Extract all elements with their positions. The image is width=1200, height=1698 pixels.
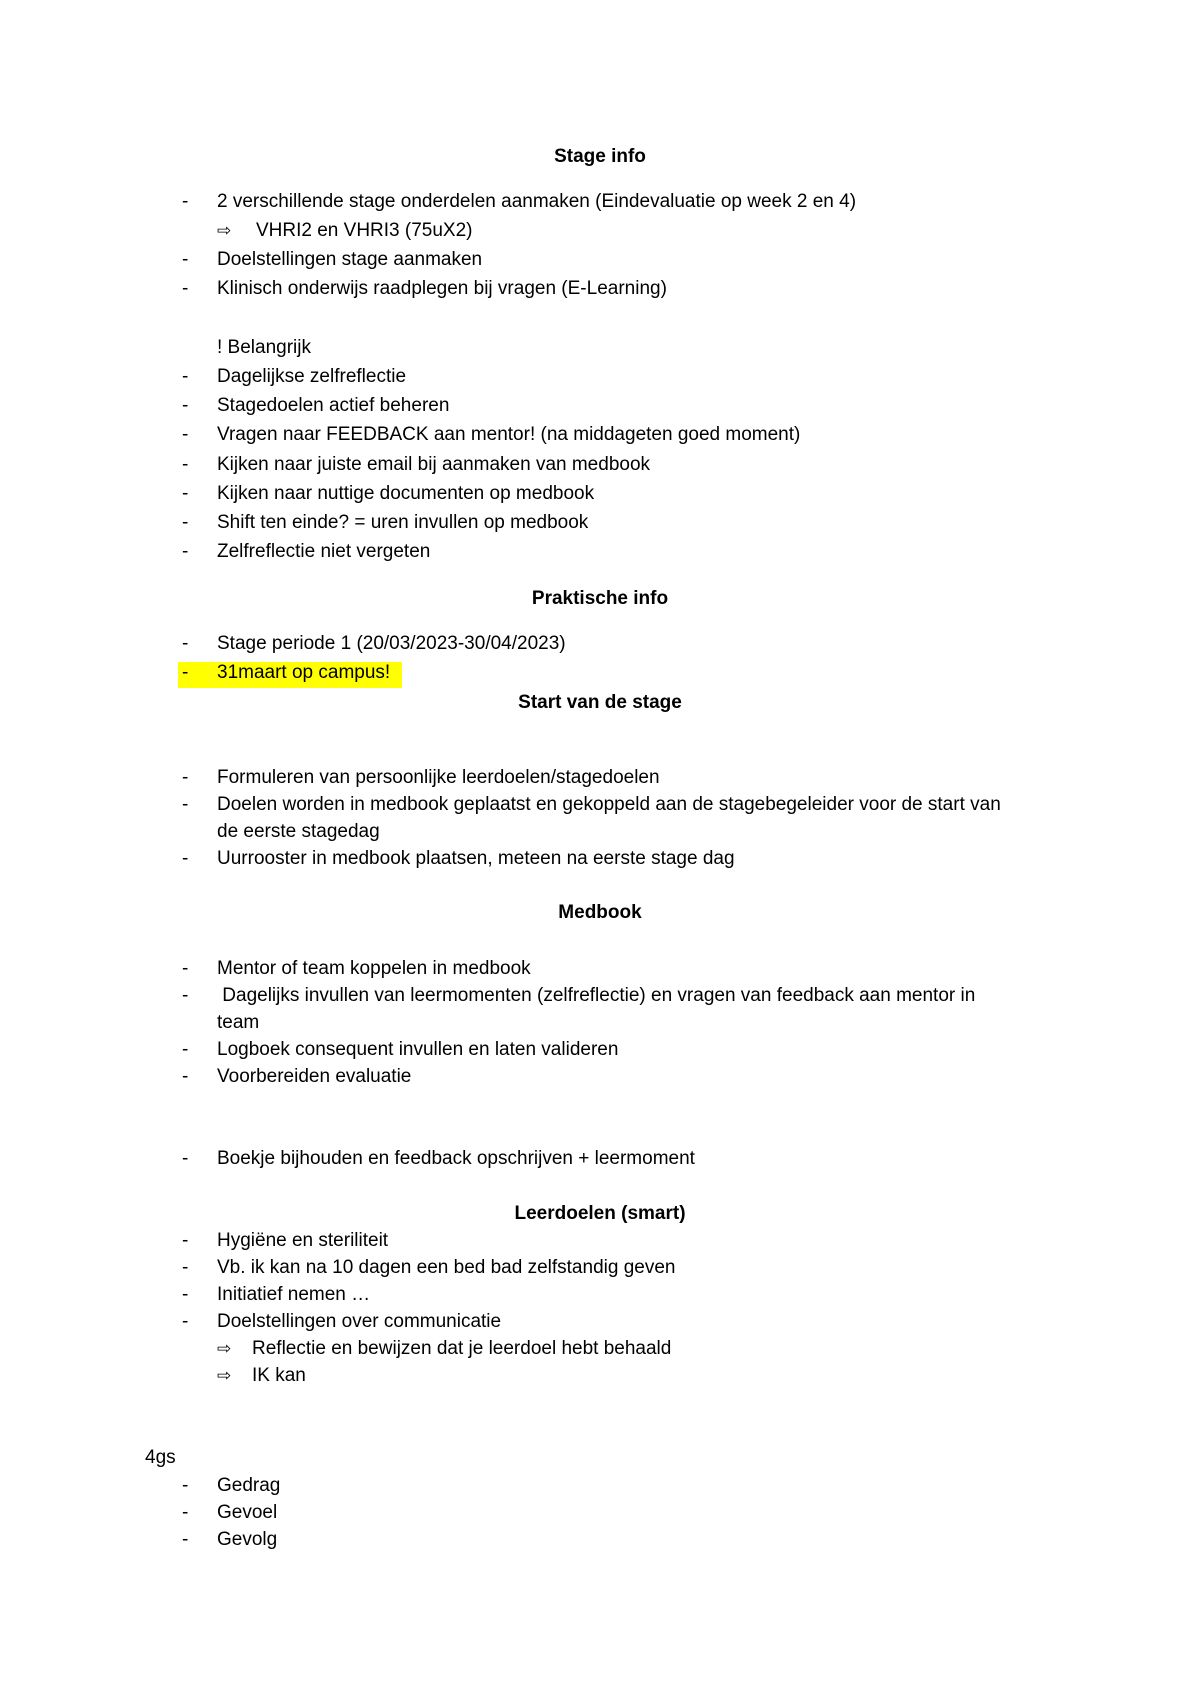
list-item-text: Vragen naar FEEDBACK aan mentor! (na middageten goed moment)	[217, 424, 801, 445]
arrow-right-icon: ⇨	[217, 221, 232, 240]
list-item-text: Initiatief nemen …	[217, 1284, 371, 1305]
bullet-dash: -	[182, 1148, 189, 1169]
bullet-dash: -	[182, 1529, 189, 1550]
list-item-text: Gevoel	[217, 1502, 278, 1523]
list-item-text: Uurrooster in medbook plaatsen, meteen na eerste stage dag	[217, 848, 735, 869]
heading-medbook: Medbook	[558, 902, 642, 923]
bullet-dash: -	[182, 767, 189, 788]
list-item-text: 2 verschillende stage onderdelen aanmaken (Eindevaluatie op week 2 en 4)	[217, 191, 857, 212]
bullet-dash: -	[182, 512, 189, 533]
list-item-text: Voorbereiden evaluatie	[217, 1066, 412, 1087]
list-item-text: Doelen worden in medbook geplaatst en gekoppeld aan de stagebegeleider voor de start van	[217, 794, 1001, 815]
list-item-text: Dagelijks invullen van leermomenten (zelfreflectie) en vragen van feedback aan mentor in	[217, 985, 976, 1006]
important-label: ! Belangrijk	[217, 337, 311, 358]
label-4gs: 4gs	[145, 1447, 176, 1468]
list-item-text: Mentor of team koppelen in medbook	[217, 958, 531, 979]
arrow-right-icon: ⇨	[217, 1366, 232, 1385]
bullet-dash: -	[182, 848, 189, 869]
bullet-dash: -	[182, 985, 189, 1006]
sub-item-text: VHRI2 en VHRI3 (75uX2)	[256, 220, 473, 241]
bullet-dash: -	[182, 366, 189, 387]
heading-leerdoelen: Leerdoelen (smart)	[514, 1203, 686, 1224]
bullet-dash: -	[182, 1039, 189, 1060]
bullet-dash: -	[182, 1230, 189, 1251]
heading-stage-info: Stage info	[554, 146, 646, 167]
heading-start-van-de-stage: Start van de stage	[518, 692, 682, 713]
list-item-text: Doelstellingen over communicatie	[217, 1311, 502, 1332]
bullet-dash: -	[182, 395, 189, 416]
sub-item-text: Reflectie en bewijzen dat je leerdoel hebt behaald	[252, 1338, 672, 1359]
list-item-text: Kijken naar nuttige documenten op medbook	[217, 483, 595, 504]
sub-item-text: IK kan	[252, 1365, 306, 1386]
bullet-dash: -	[182, 662, 189, 683]
bullet-dash: -	[182, 424, 189, 445]
arrow-right-icon: ⇨	[217, 1339, 232, 1358]
bullet-dash: -	[182, 454, 189, 475]
list-item-text: Dagelijkse zelfreflectie	[217, 366, 407, 387]
list-item-text: Doelstellingen stage aanmaken	[217, 249, 483, 270]
bullet-dash: -	[182, 1502, 189, 1523]
list-item-text: Boekje bijhouden en feedback opschrijven + leermoment	[217, 1148, 695, 1169]
list-item-text: Stage periode 1 (20/03/2023-30/04/2023)	[217, 633, 566, 654]
list-item-text: Hygiëne en steriliteit	[217, 1230, 389, 1251]
list-item-text: Gedrag	[217, 1475, 281, 1496]
bullet-dash: -	[182, 1257, 189, 1278]
list-item-text-continued: de eerste stagedag	[217, 821, 380, 842]
bullet-dash: -	[182, 794, 189, 815]
bullet-dash: -	[182, 541, 189, 562]
list-item-text: Gevolg	[217, 1529, 278, 1550]
bullet-dash: -	[182, 483, 189, 504]
bullet-dash: -	[182, 958, 189, 979]
list-item-text-continued: team	[217, 1012, 260, 1033]
bullet-dash: -	[182, 249, 189, 270]
list-item-text: Klinisch onderwijs raadplegen bij vragen (E-Learning)	[217, 278, 667, 299]
bullet-dash: -	[182, 278, 189, 299]
bullet-dash: -	[182, 1311, 189, 1332]
list-item-text: Shift ten einde? = uren invullen op medbook	[217, 512, 589, 533]
bullet-dash: -	[182, 1066, 189, 1087]
list-item-text: Vb. ik kan na 10 dagen een bed bad zelfstandig geven	[217, 1257, 676, 1278]
list-item-text: Formuleren van persoonlijke leerdoelen/stagedoelen	[217, 767, 660, 788]
heading-praktische-info: Praktische info	[531, 588, 669, 609]
bullet-dash: -	[182, 191, 189, 212]
list-item-text: 31maart op campus!	[217, 662, 391, 683]
list-item-text: Zelfreflectie niet vergeten	[217, 541, 431, 562]
bullet-dash: -	[182, 633, 189, 654]
list-item-text: Logboek consequent invullen en laten valideren	[217, 1039, 619, 1060]
list-item-text: Kijken naar juiste email bij aanmaken van medbook	[217, 454, 651, 475]
list-item-text: Stagedoelen actief beheren	[217, 395, 450, 416]
bullet-dash: -	[182, 1284, 189, 1305]
bullet-dash: -	[182, 1475, 189, 1496]
